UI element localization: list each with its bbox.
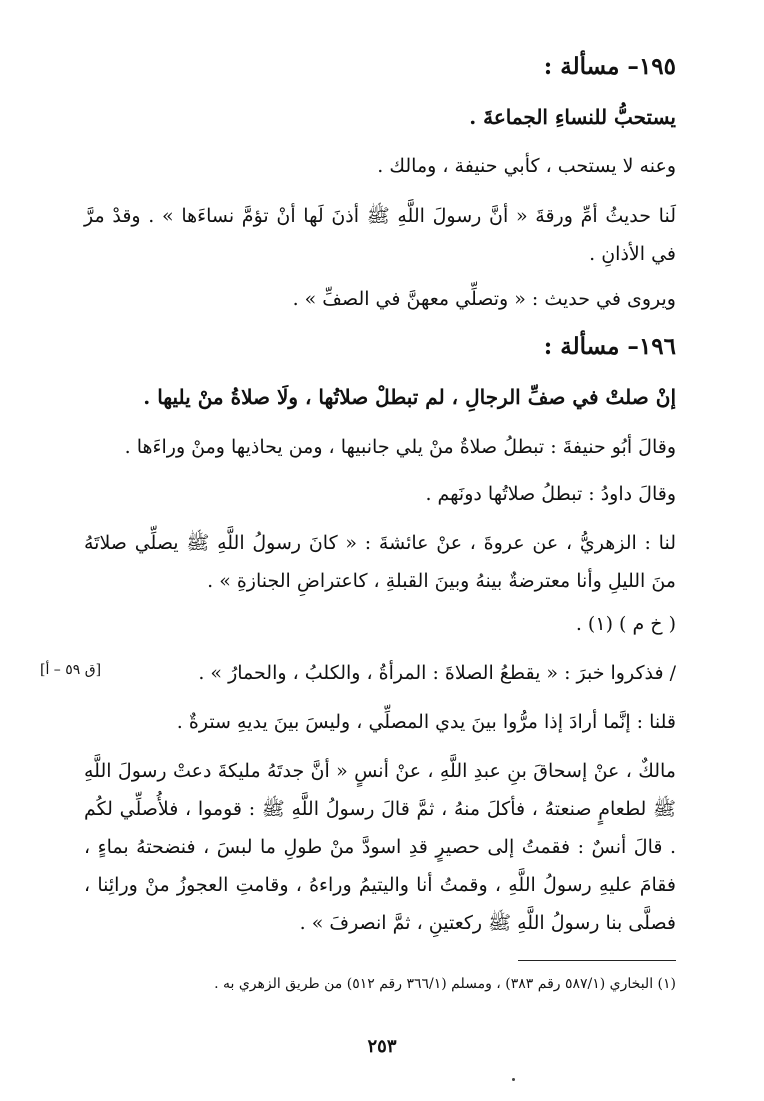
footnote: (١) البخاري (٥٨٧/١ رقم ٣٨٣) ، ومسلم (٣٦٦/١ رقم ٥١٢) من طريق الزهري به . [214, 976, 676, 992]
print-speck [512, 1078, 515, 1081]
question-195-paragraph-2: لَنا حديثُ أمِّ ورقةَ « أنَّ رسولَ اللَّهِ ﷺ أذنَ لَها أنْ تؤمَّ نساءَها » . وقدْ مرَّ في الأذانِ . [84, 205, 676, 265]
question-196-paragraph-2: وقالَ داودُ : تبطلُ صلاتُها دونَهم . [425, 483, 676, 505]
page-number: ٢٥٣ [367, 1036, 397, 1057]
question-196-paragraph-5: قلنا : إنَّما أرادَ إذا مرُّوا بينَ يدي المصلِّي ، وليسَ بينَ يديهِ سترةٌ . [176, 711, 676, 733]
question-196-statement: إنْ صلتْ في صفِّ الرجالِ ، لم تبطلْ صلاتُها ، ولَا صلاةُ منْ يليها . [143, 385, 676, 409]
question-196-citation: ( خ م ) (١) . [575, 613, 676, 635]
question-195-statement: يستحبُّ للنساءِ الجماعةَ . [469, 105, 676, 129]
question-196-paragraph-4: / فذكروا خبرَ : « يقطعُ الصلاةَ : المرأةُ ، والكلبُ ، والحمارُ » . [198, 662, 676, 684]
question-196-heading: ١٩٦– مسألة : [543, 333, 676, 360]
question-195-paragraph-1: وعنه لا يستحب ، كأبي حنيفة ، ومالك . [377, 155, 676, 177]
manuscript-folio-reference: [ق ٥٩ – أ] [40, 662, 102, 678]
question-196-paragraph-6: مالكٌ ، عنْ إسحاقَ بنِ عبدِ اللَّهِ ، عنْ أنسٍ « أنَّ جدتَهُ مليكةَ دعتْ رسولَ اللَّهِ ﷺ لطعامٍ صنعتهُ ، فأكلَ منهُ ، ثمَّ قالَ رسولُ اللَّهِ ﷺ : قوموا ، فلأُصلِّي لكُم . قالَ أنسٌ : فقمتُ إلى حصيرٍ قدِ اسودَّ منْ طولِ ما لبسَ ، فنضحتهُ بماءٍ ، فقامَ عليهِ رسولُ اللَّهِ ، وقمتُ أنا واليتيمُ وراءهُ ، وقامتِ العجوزُ منْ ورائِنا ، فصلَّى بنا رسولُ اللَّهِ ﷺ ركعتينِ ، ثمَّ انصرفَ » . [84, 760, 676, 934]
footnote-divider [518, 960, 676, 961]
question-196-paragraph-1: وقالَ أبُو حنيفةَ : تبطلُ صلاةُ منْ يلي جانبيها ، ومن يحاذيها ومنْ وراءَها . [124, 436, 676, 458]
question-195-heading: ١٩٥– مسألة : [543, 53, 676, 80]
question-195-paragraph-3: ويروى في حديث : « وتصلِّي معهنَّ في الصفِّ » . [292, 288, 676, 310]
question-196-paragraph-3: لنا : الزهريُّ ، عن عروةَ ، عنْ عائشةَ : « كانَ رسولُ اللَّهِ ﷺ يصلِّي صلاتَهُ منَ الليلِ وأنا معترضةٌ بينهُ وبينَ القبلةِ ، كاعتراضِ الجنازةِ » . [84, 532, 676, 592]
